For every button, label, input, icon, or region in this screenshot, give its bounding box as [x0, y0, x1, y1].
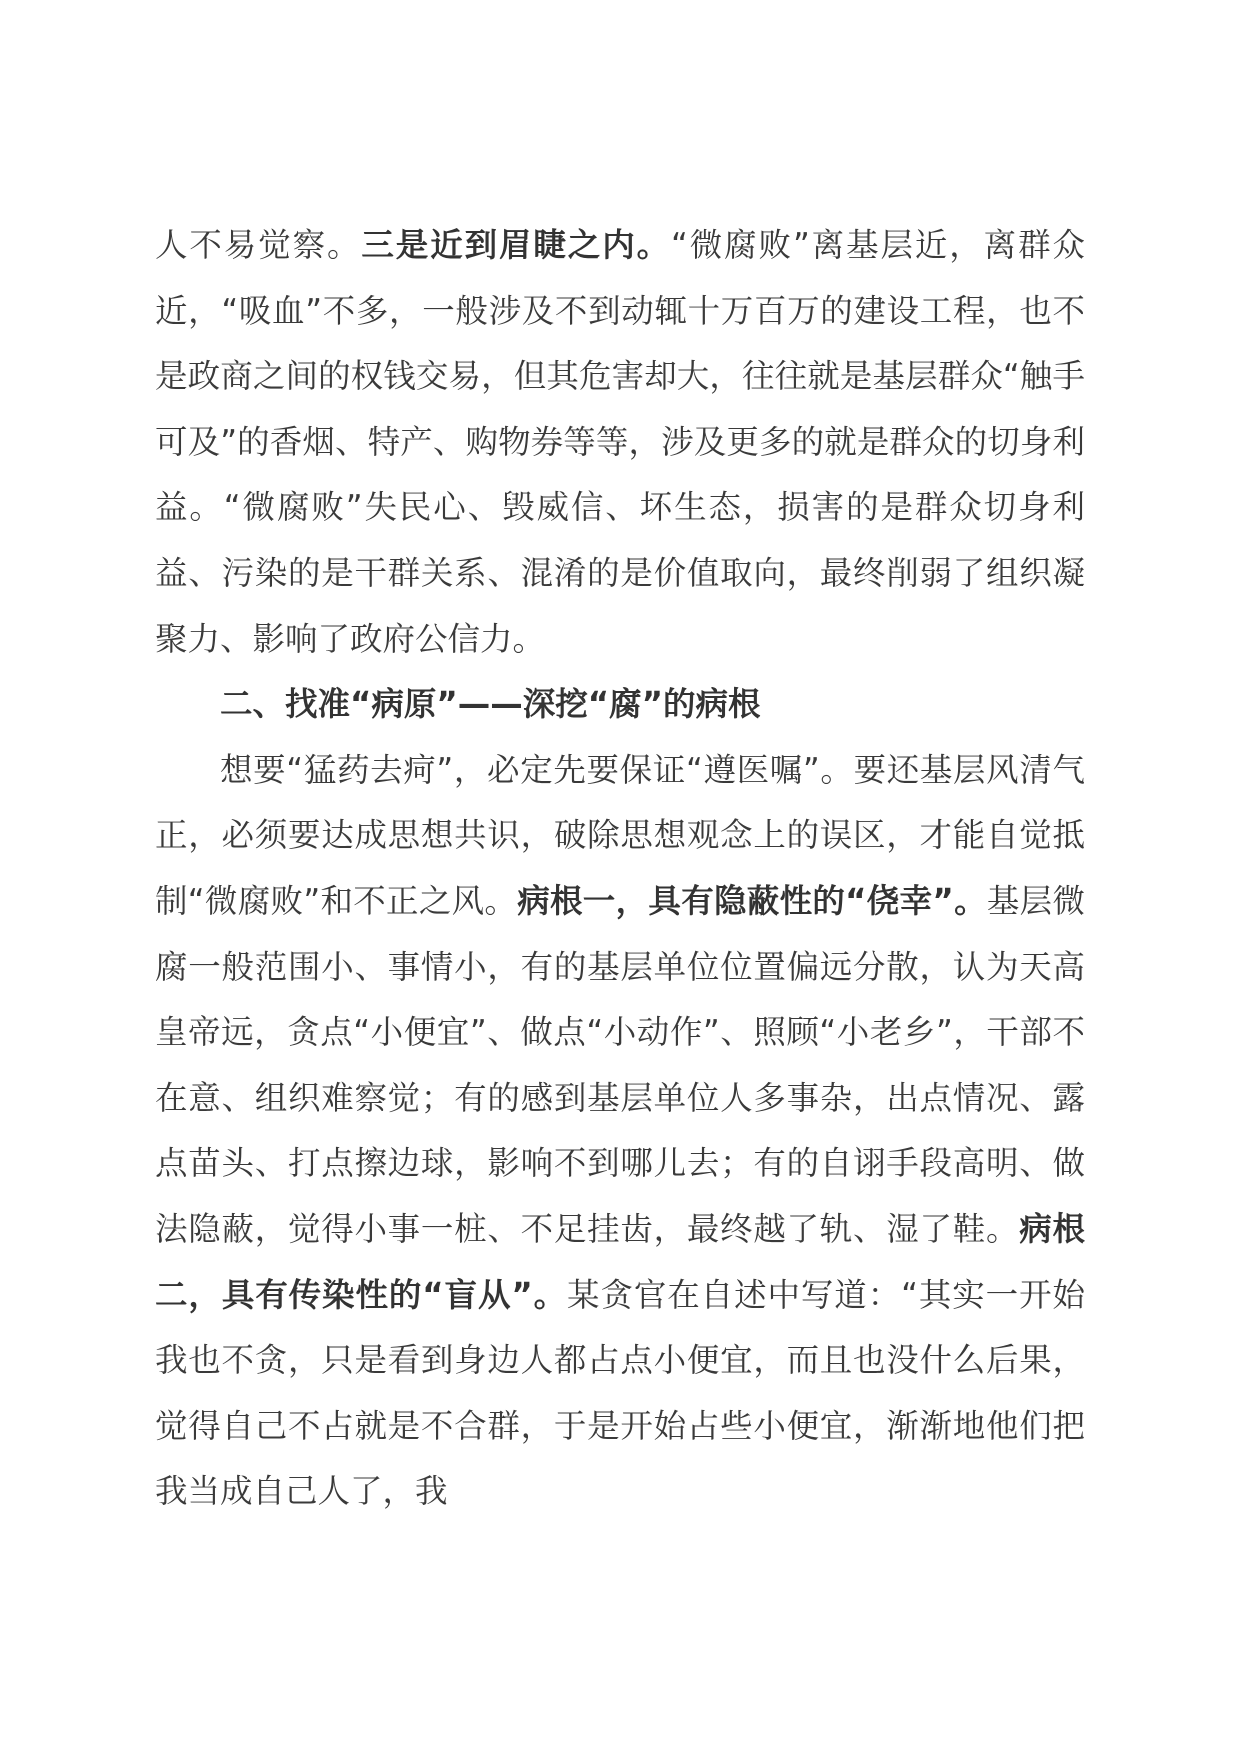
paragraph-continuation	[155, 213, 1085, 672]
paragraph-text: 想要“猛药去疴”，必定先要保证“遵医嘱”。要还基层风清气正，必须要达成思想共识，破除思想观念上的误区，才能自觉抵制“微腐败”和不正之风。	[155, 750, 1085, 920]
bold-phrase: 病根二，具有传染性的“盲从”。	[155, 1209, 1085, 1314]
paragraph-text: 基层微腐一般范围小、事情小，有的基层单位位置偏远分散，认为天高皇帝远，贪点“小便宜”、做点“小动作”、照顾“小老乡”，干部不在意、组织难察觉；有的感到基层单位人多事杂，出点情况、露点苗头、打点擦边球，影响不到哪儿去；有的自诩手段高明、做法隐蔽，觉得小事一桩、不足挂齿，最终越了轨、湿了鞋。	[155, 881, 1085, 1248]
paragraph-text: 人不易觉察。	[155, 226, 362, 264]
paragraph-text: “微腐败”离基层近，离群众近，“吸血”不多，一般涉及不到动辄十万百万的建设工程，也不是政商之间的权钱交易，但其危害却大，往往就是基层群众“触手可及”的香烟、特产、购物券等等，涉及更多的就是群众的切身利益。“微腐败”失民心、毁威信、坏生态，损害的是群众切身利益、污染的是干群关系、混淆的是价值取向，最终削弱了组织凝聚力、影响了政府公信力。	[155, 226, 1085, 658]
bold-phrase: 病根一，具有隐蔽性的“侥幸”。	[517, 881, 987, 920]
section-heading: 二、找准“病原”——深挖“腐”的病根	[220, 685, 761, 724]
paragraph	[155, 738, 1085, 1525]
paragraph-text: 某贪官在自述中写道：“其实一开始我也不贪，只是看到身边人都占点小便宜，而且也没什么后果，觉得自己不占就是不合群，于是开始占些小便宜，渐渐地他们把我当成自己人了，我	[155, 1275, 1085, 1511]
document-body	[155, 213, 1085, 1525]
bold-phrase: 三是近到眉睫之内。	[361, 226, 672, 264]
